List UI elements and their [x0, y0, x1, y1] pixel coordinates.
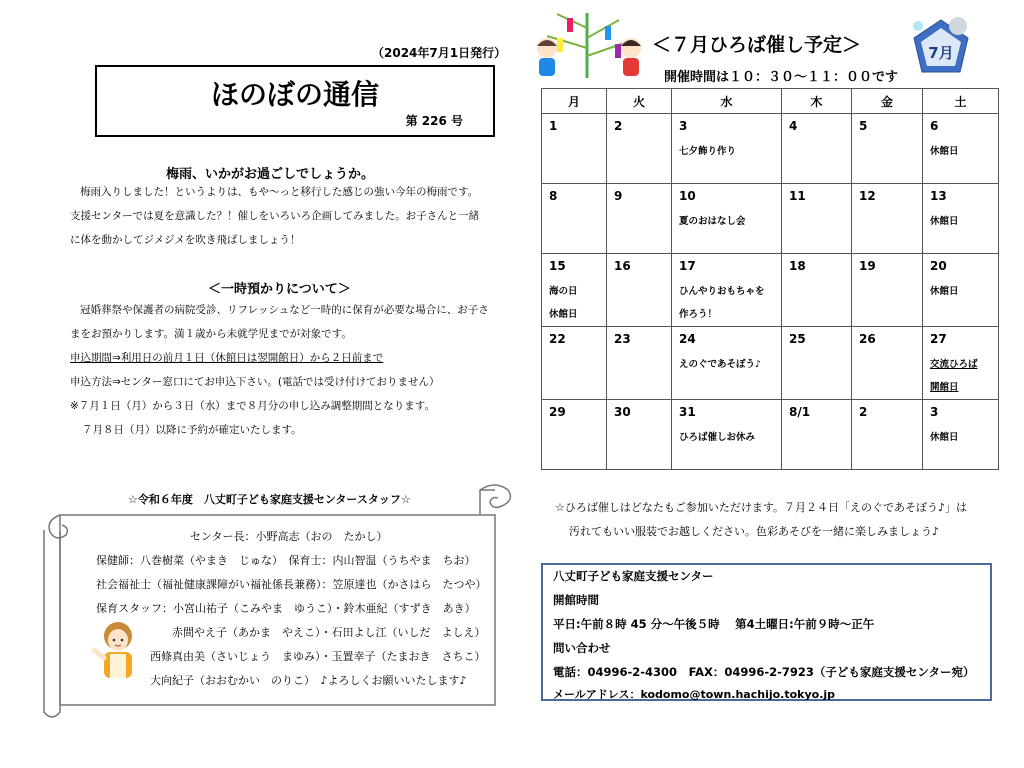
calendar-day-cell	[923, 184, 999, 254]
calendar-week-row	[542, 114, 999, 184]
tanabata-illustration	[527, 8, 647, 80]
calendar-day-cell	[607, 254, 672, 327]
calendar-day-cell	[923, 114, 999, 184]
calendar-day-number: 27	[930, 332, 947, 346]
calendar-day-number: 23	[614, 332, 631, 346]
contact-hours: 平日:午前８時 45 分～午後５時 第4土曜日:午前９時～正午	[553, 617, 875, 631]
calendar-day-cell	[923, 254, 999, 327]
greeting-text	[70, 180, 479, 252]
contact-org: 八丈町子ども家庭支援センター	[553, 569, 714, 583]
calendar-day-cell	[852, 327, 923, 400]
calendar-day-number: 8/1	[789, 405, 811, 419]
calendar-day-cell	[782, 184, 852, 254]
calendar-day-number: 15	[549, 259, 566, 273]
calendar-day-cell	[607, 400, 672, 470]
calendar-event: ひんやりおもちゃを	[679, 286, 765, 297]
childcare-heading: ＜一時預かりについて＞	[208, 282, 351, 297]
calendar-day-cell	[542, 400, 607, 470]
calendar-event: 夏のおはなし会	[679, 216, 746, 227]
staff-line: 西條真由美（さいじょう まゆみ）・玉置幸子（たまおき さちこ）	[150, 650, 486, 663]
calendar-day-number: 2	[859, 405, 868, 419]
calendar-event: 休館日	[930, 286, 959, 297]
calendar-day-number: 13	[930, 189, 947, 203]
calendar-day-cell	[542, 254, 607, 327]
calendar-day-cell	[782, 254, 852, 327]
childcare-line: ※７月１日（月）から３日（水）まで８月分の申し込み調整期間となります。	[70, 400, 435, 412]
calendar-day-number: 6	[930, 119, 939, 133]
calendar-day-number: 17	[679, 259, 696, 273]
greeting-heading: 梅雨、いかがお過ごしでしょうか。	[166, 167, 375, 182]
childcare-line: 冠婚葬祭や保護者の病院受診、リフレッシュなど一時的に保育が必要な場合に、お子さ	[80, 304, 489, 316]
childcare-line: 申込期間⇒利用日の前月１日（休館日は翌開館日）から２日前まで	[70, 352, 384, 364]
calendar-day-number: 11	[789, 189, 806, 203]
weekday-thu: 木	[782, 89, 852, 114]
childcare-line: 申込方法⇒センター窓口にてお申込下さい。(電話では受け付けておりません）	[70, 376, 440, 388]
contact-phone: 電話：04996-2-4300 FAX：04996-2-7923（子ども家庭支援センター宛）	[553, 665, 975, 679]
calendar-day-number: 22	[549, 332, 566, 346]
staff-line: センター長：小野高志（おの たかし）	[190, 530, 388, 543]
calendar-day-number: 12	[859, 189, 876, 203]
greeting-line: 支援センターでは夏を意識した？！催しをいろいろ企画してみました。お子さんと一緒	[70, 210, 480, 222]
calendar-day-number: 9	[614, 189, 623, 203]
staff-illustration	[88, 620, 144, 680]
calendar-day-number: 19	[859, 259, 876, 273]
calendar-day-number: 16	[614, 259, 631, 273]
calendar-day-number: 8	[549, 189, 558, 203]
calendar-day-number: 3	[679, 119, 688, 133]
calendar-day-cell	[672, 327, 782, 400]
calendar-day-number: 20	[930, 259, 947, 273]
calendar-day-cell	[852, 400, 923, 470]
staff-heading: ☆令和６年度 八丈町子ども家庭支援センタースタッフ☆	[128, 493, 411, 506]
notice-line: 汚れてもいい服装でお越しください。色彩あそびを一緒に楽しみましょう♪	[569, 525, 940, 538]
childcare-text	[70, 298, 489, 442]
calendar-event: 海の日	[549, 286, 578, 297]
staff-line: 大向紀子（おおむかい のりこ） ♪よろしくお願いいたします♪	[150, 674, 467, 687]
calendar-day-cell	[672, 254, 782, 327]
calendar-day-cell	[923, 327, 999, 400]
calendar-day-cell	[607, 114, 672, 184]
calendar-day-number: 2	[614, 119, 623, 133]
calendar-event: 休館日	[549, 309, 578, 320]
calendar-day-cell	[852, 184, 923, 254]
calendar-day-cell	[542, 184, 607, 254]
calendar-event: 休館日	[930, 146, 959, 157]
calendar-event: 作ろう！	[679, 309, 718, 320]
staff-line: 保健師：八巻樹菜（やまき じゅな） 保育士：内山智温（うちやま ちお）	[96, 554, 476, 567]
calendar-day-number: 25	[789, 332, 806, 346]
calendar-title: ＜７月ひろば催し予定＞	[652, 34, 862, 56]
calendar-week-row	[542, 400, 999, 470]
staff-line: 保育スタッフ：小宮山祐子（こみやま ゆうこ）・鈴木亜紀（すずき あき）	[96, 602, 476, 615]
calendar-day-number: 31	[679, 405, 696, 419]
calendar-day-number: 1	[549, 119, 558, 133]
calendar-event: 七夕飾り作り	[679, 146, 737, 157]
greeting-line: に体を動かしてジメジメを吹き飛ばしましょう！	[70, 234, 301, 246]
calendar-event: 開館日	[930, 382, 959, 393]
calendar-table	[541, 88, 999, 470]
calendar-day-number: 29	[549, 405, 566, 419]
staff-line: 赤間やえ子（あかま やえこ）・石田よし江（いしだ よしえ）	[172, 626, 486, 639]
calendar-week-row	[542, 254, 999, 327]
calendar-week-row	[542, 184, 999, 254]
month-badge: 7月	[928, 44, 954, 62]
calendar-day-cell	[782, 327, 852, 400]
calendar-day-number: 30	[614, 405, 631, 419]
issue-number: 第 226 号	[405, 114, 463, 128]
calendar-event: 交流ひろば	[930, 359, 978, 370]
calendar-event: 休館日	[930, 216, 959, 227]
staff-line: 社会福祉士（福祉健康課障がい福祉係長兼務）：笠原達也（かさはら たつや）	[96, 578, 487, 591]
newsletter-title: ほのぼの通信	[210, 78, 379, 111]
weekday-sat: 土	[923, 89, 999, 114]
contact-email: メールアドレス：kodomo@town.hachijo.tokyo.jp	[553, 688, 836, 701]
calendar-day-number: 4	[789, 119, 798, 133]
notice	[555, 496, 967, 544]
calendar-event: えのぐであそぼう♪	[679, 359, 762, 370]
calendar-day-cell	[672, 184, 782, 254]
calendar-week-row	[542, 327, 999, 400]
calendar-day-cell	[782, 114, 852, 184]
weekday-mon: 月	[542, 89, 607, 114]
calendar-day-number: 18	[789, 259, 806, 273]
calendar-header-row	[542, 89, 999, 114]
calendar-day-cell	[607, 184, 672, 254]
weekday-wed: 水	[672, 89, 782, 114]
title-box	[95, 65, 495, 137]
calendar-day-cell	[782, 400, 852, 470]
calendar-day-cell	[672, 400, 782, 470]
calendar-day-number: 26	[859, 332, 876, 346]
weekday-tue: 火	[607, 89, 672, 114]
calendar-day-cell	[852, 114, 923, 184]
calendar-day-cell	[607, 327, 672, 400]
calendar-day-cell	[542, 327, 607, 400]
calendar-day-cell	[542, 114, 607, 184]
greeting-line: 梅雨入りしました！というよりは、もや～っと移行した感じの強い今年の梅雨です。	[80, 186, 479, 198]
weekday-fri: 金	[852, 89, 923, 114]
issue-date: （2024年7月1日発行）	[372, 46, 507, 60]
calendar-event: ひろば催しお休み	[679, 432, 756, 443]
calendar-event: 休館日	[930, 432, 959, 443]
calendar-time: 開催時間は１０：３０～１１：００です	[664, 70, 899, 85]
childcare-line: まをお預かりします。満１歳から未就学児までが対象です。	[70, 328, 352, 340]
calendar-day-cell	[852, 254, 923, 327]
contact-hours-label: 開館時間	[553, 593, 599, 607]
calendar-day-cell	[672, 114, 782, 184]
calendar-day-cell	[923, 400, 999, 470]
calendar-day-number: 24	[679, 332, 696, 346]
month-badge-illustration	[906, 14, 976, 80]
contact-inquiry-label: 問い合わせ	[553, 641, 611, 655]
calendar-day-number: 3	[930, 405, 939, 419]
notice-line: ☆ひろば催しはどなたもご参加いただけます。７月２４日「えのぐであそぼう♪」は	[555, 501, 967, 514]
calendar-day-number: 5	[859, 119, 868, 133]
calendar-day-number: 10	[679, 189, 696, 203]
childcare-line: ７月８日（月）以降に予約が確定いたします。	[82, 424, 302, 436]
